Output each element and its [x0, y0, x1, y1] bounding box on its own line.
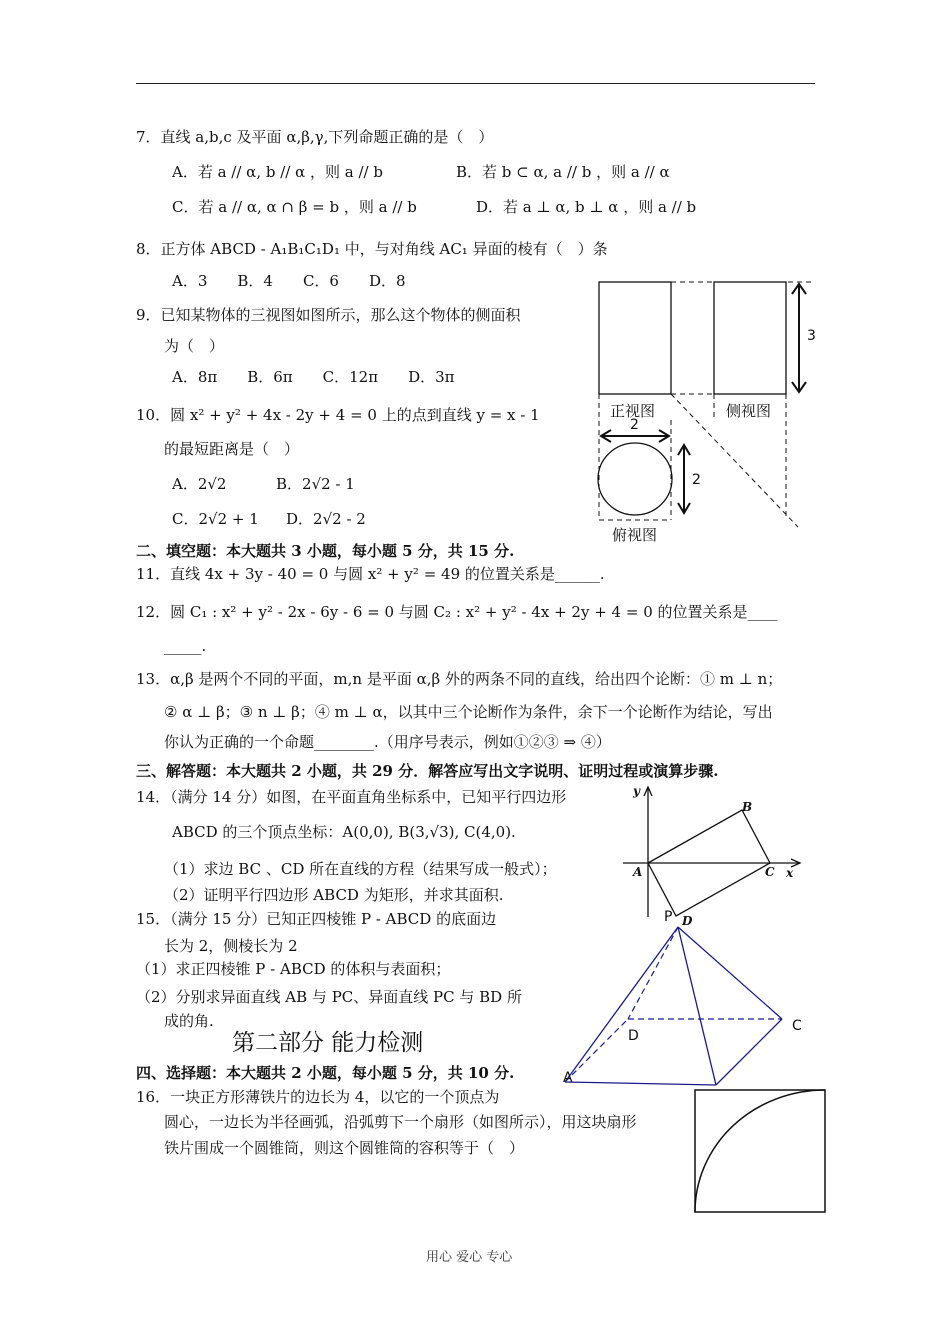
q10-option-a: A．2√2 — [172, 475, 227, 493]
top-view-label: 俯视图 — [612, 526, 658, 544]
page-footer: 用心 爱心 专心 — [426, 1250, 513, 1265]
pyramid-figure — [555, 915, 795, 1090]
q10-stem-line2: 的最短距离是（ ） — [164, 440, 300, 458]
q8-stem: 8．正方体 ABCD - A₁B₁C₁D₁ 中，与对角线 AC₁ 异面的棱有（ ）条 — [136, 240, 608, 258]
q7-option-c: C．若 a // α, α ∩ β = b ，则 a // b — [172, 198, 417, 216]
q14-part2: （2）证明平行四边形 ABCD 为矩形，并求其面积. — [164, 886, 504, 904]
section3-heading: 三、解答题：本大题共 2 小题，共 29 分．解答应写出文字说明、证明过程或演算步骤. — [136, 762, 719, 780]
dim-height-label: 3 — [807, 328, 816, 344]
dim-width-label: 2 — [630, 417, 639, 433]
side-view-label: 侧视图 — [726, 402, 772, 420]
q13-line2: ② α ⊥ β；③ n ⊥ β；④ m ⊥ α，以其中三个论断作为条件，余下一个论断作为结论，写出 — [164, 703, 773, 721]
header-rule — [136, 83, 815, 84]
q12-line1: 12．圆 C₁ : x² + y² - 2x - 6y - 6 = 0 与圆 C₂ : x² + y² - 4x + 2y + 4 = 0 的位置关系是____ — [136, 603, 778, 621]
q13-line3: 你认为正确的一个命题________.（用序号表示，例如①②③ ⇒ ④） — [164, 733, 611, 751]
q9-stem-line1: 9．已知某物体的三视图如图所示，那么这个物体的侧面积 — [136, 306, 521, 324]
height-dimension-arrow — [792, 284, 806, 392]
q7-option-d: D．若 a ⊥ α, b ⊥ α ，则 a // b — [476, 198, 697, 216]
pyramid-d-label: D — [628, 1028, 639, 1044]
part2-title: 第二部分 能力检测 — [232, 1030, 424, 1056]
y-axis-label: y — [633, 784, 640, 798]
section2-heading: 二、填空题：本大题共 3 小题，每小题 5 分，共 15 分. — [136, 542, 515, 560]
q9-options: A．8π B．6π C．12π D．3π — [172, 368, 455, 386]
q15-part2-cont: 成的角. — [164, 1012, 214, 1030]
q14-line2: ABCD 的三个顶点坐标：A(0,0), B(3,√3), C(4,0). — [172, 823, 516, 841]
q10-option-b: B．2√2 - 1 — [276, 475, 355, 493]
pyramid-a-label: A — [563, 1070, 573, 1086]
point-a-label: A — [633, 865, 643, 879]
q10-option-c: C．2√2 + 1 — [172, 510, 259, 528]
q10-option-d: D．2√2 - 2 — [286, 510, 366, 528]
q8-options: A．3 B．4 C．6 D．8 — [172, 272, 406, 290]
q16-line1: 16．一块正方形薄铁片的边长为 4，以它的一个顶点为 — [136, 1088, 500, 1106]
q11: 11．直线 4x + 3y - 40 = 0 与圆 x² + y² = 49 的位置关系是______. — [136, 565, 605, 583]
q9-stem-line2: 为（ ） — [164, 337, 225, 355]
section4-heading: 四、选择题：本大题共 2 小题，每小题 5 分，共 10 分. — [136, 1064, 515, 1082]
q16-line2: 圆心，一边长为半径画弧，沿弧剪下一个扇形（如图所示），用这块扇形 — [164, 1113, 637, 1131]
depth-dimension-arrow — [678, 445, 690, 513]
q15-line1: 15．（满分 15 分）已知正四棱锥 P - ABCD 的底面边 — [136, 910, 497, 928]
q14-part1: （1）求边 BC 、CD 所在直线的方程（结果写成一般式）； — [164, 860, 557, 878]
q15-part1: （1）求正四棱锥 P - ABCD 的体积与表面积； — [136, 960, 451, 978]
point-b-label: B — [742, 800, 753, 814]
point-c-label: C — [765, 865, 775, 879]
pyramid-apex-label: P — [664, 909, 673, 925]
q16-line3: 铁片围成一个圆锥筒，则这个圆锥筒的容积等于（ ） — [164, 1139, 525, 1157]
dim-depth-label: 2 — [692, 472, 701, 488]
point-d-label: D — [682, 914, 693, 928]
q12-line2: _____. — [164, 637, 207, 655]
x-axis-label: x — [786, 866, 794, 880]
q7-stem: 7．直线 a,b,c 及平面 α,β,γ,下列命题正确的是（ ） — [136, 128, 494, 146]
pyramid-c-label: C — [792, 1018, 802, 1034]
sector-arc — [695, 1090, 825, 1212]
q13-line1: 13．α,β 是两个不同的平面，m,n 是平面 α,β 外的两条不同的直线，给出四个论断：① m ⊥ n； — [136, 670, 783, 688]
coordinate-figure — [615, 782, 810, 922]
q7-option-a: A．若 a // α, b // α ，则 a // b — [172, 163, 383, 181]
front-view-label: 正视图 — [610, 402, 656, 420]
top-view-circle — [598, 443, 672, 515]
front-view-rect — [599, 282, 671, 394]
sector-figure — [693, 1088, 827, 1214]
q10-stem-line1: 10．圆 x² + y² + 4x - 2y + 4 = 0 上的点到直线 y = x - 1 — [136, 406, 540, 424]
q14-line1: 14．（满分 14 分）如图，在平面直角坐标系中，已知平行四边形 — [136, 788, 567, 806]
side-view-rect — [714, 282, 786, 394]
q7-option-b: B．若 b ⊂ α, a // b ，则 a // α — [456, 163, 670, 181]
q15-line2: 长为 2，侧棱长为 2 — [164, 937, 298, 955]
q15-part2: （2）分别求异面直线 AB 与 PC、异面直线 PC 与 BD 所 — [136, 988, 522, 1006]
